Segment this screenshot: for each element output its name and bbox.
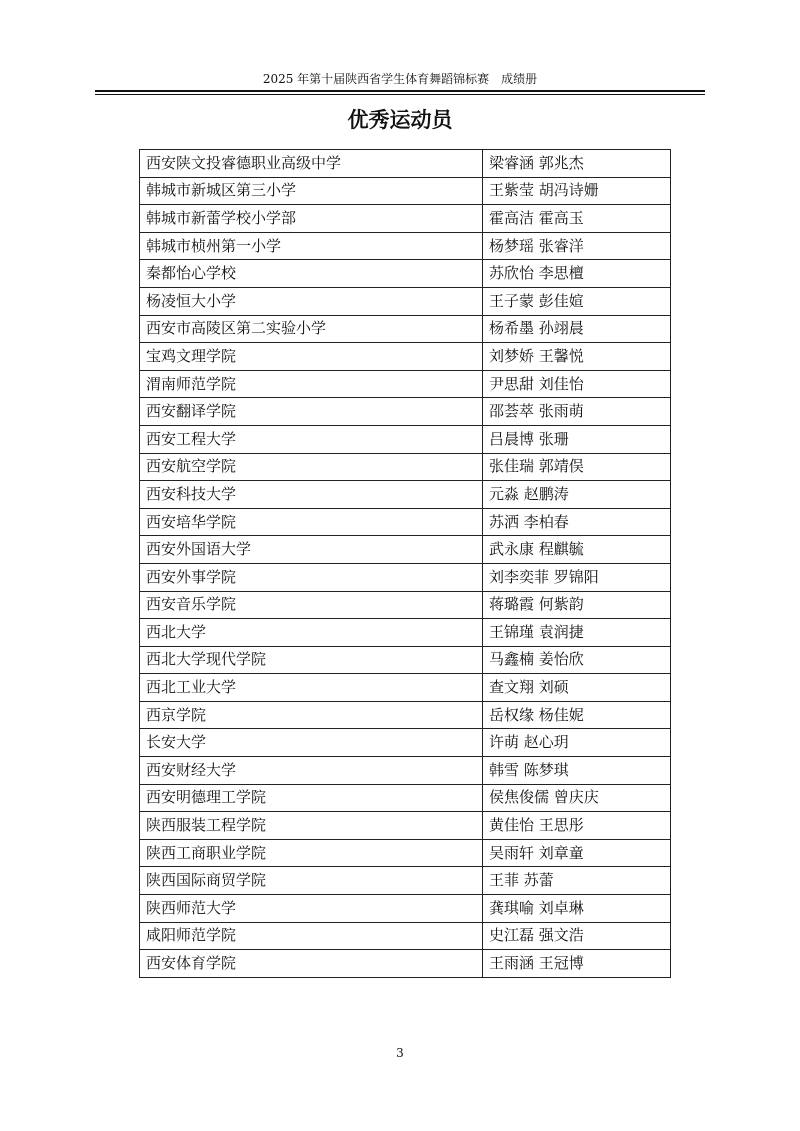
school-cell: 西安培华学院 <box>140 508 483 536</box>
athletes-cell: 元淼 赵鹏涛 <box>483 481 671 509</box>
school-cell: 西安外事学院 <box>140 563 483 591</box>
athletes-cell: 王雨涵 王冠博 <box>483 950 671 978</box>
school-cell: 西安市高陵区第二实验小学 <box>140 315 483 343</box>
table-row <box>140 729 671 757</box>
table-row <box>140 343 671 371</box>
school-cell: 韩城市新城区第三小学 <box>140 177 483 205</box>
school-cell: 宝鸡文理学院 <box>140 343 483 371</box>
running-header: 2025 年第十届陕西省学生体育舞蹈锦标赛 成绩册 <box>262 72 538 86</box>
athletes-cell: 侯焦俊儒 曾庆庆 <box>483 784 671 812</box>
athletes-cell: 梁睿涵 郭兆杰 <box>483 150 671 178</box>
table-row <box>140 950 671 978</box>
school-cell: 西安工程大学 <box>140 425 483 453</box>
table-row <box>140 536 671 564</box>
table-row <box>140 508 671 536</box>
table-row <box>140 674 671 702</box>
table-row <box>140 260 671 288</box>
table-row <box>140 315 671 343</box>
table-row <box>140 563 671 591</box>
awards-table <box>139 149 671 978</box>
athletes-cell: 史江磊 强文浩 <box>483 922 671 950</box>
table-row <box>140 287 671 315</box>
athletes-cell: 尹思甜 刘佳怡 <box>483 370 671 398</box>
table-row <box>140 453 671 481</box>
school-cell: 西北工业大学 <box>140 674 483 702</box>
athletes-cell: 吴雨轩 刘章童 <box>483 839 671 867</box>
table-row <box>140 701 671 729</box>
school-cell: 西安航空学院 <box>140 453 483 481</box>
athletes-cell: 王菲 苏蕾 <box>483 867 671 895</box>
table-row <box>140 922 671 950</box>
school-cell: 韩城市新蕾学校小学部 <box>140 205 483 233</box>
school-cell: 西北大学现代学院 <box>140 646 483 674</box>
school-cell: 渭南师范学院 <box>140 370 483 398</box>
athletes-cell: 苏洒 李柏春 <box>483 508 671 536</box>
table-row <box>140 205 671 233</box>
school-cell: 陕西国际商贸学院 <box>140 867 483 895</box>
school-cell: 陕西师范大学 <box>140 895 483 923</box>
school-cell: 西安外国语大学 <box>140 536 483 564</box>
athletes-cell: 岳权缘 杨佳妮 <box>483 701 671 729</box>
school-cell: 韩城市桢州第一小学 <box>140 232 483 260</box>
school-cell: 秦都怡心学校 <box>140 260 483 288</box>
athletes-cell: 蒋璐霞 何紫韵 <box>483 591 671 619</box>
table-row <box>140 784 671 812</box>
school-cell: 杨凌恒大小学 <box>140 287 483 315</box>
table-row <box>140 646 671 674</box>
school-cell: 西安翻译学院 <box>140 398 483 426</box>
header-rule-thin <box>95 94 705 95</box>
table-row <box>140 425 671 453</box>
table-row <box>140 481 671 509</box>
table-row <box>140 232 671 260</box>
athletes-cell: 韩雪 陈梦琪 <box>483 757 671 785</box>
school-cell: 陕西服装工程学院 <box>140 812 483 840</box>
athletes-cell: 杨梦瑶 张睿洋 <box>483 232 671 260</box>
table-row <box>140 177 671 205</box>
table-row <box>140 867 671 895</box>
page-number: 3 <box>396 1046 404 1060</box>
school-cell: 西安陕文投睿德职业高级中学 <box>140 150 483 178</box>
athletes-cell: 黄佳怡 王思彤 <box>483 812 671 840</box>
athletes-cell: 王锦瑾 袁润捷 <box>483 619 671 647</box>
athletes-cell: 刘梦娇 王馨悦 <box>483 343 671 371</box>
athletes-cell: 邵荟萃 张雨萌 <box>483 398 671 426</box>
athletes-cell: 苏欣怡 李思檀 <box>483 260 671 288</box>
table-row <box>140 591 671 619</box>
athletes-cell: 吕晨博 张珊 <box>483 425 671 453</box>
table-row <box>140 398 671 426</box>
table-row <box>140 757 671 785</box>
school-cell: 陕西工商职业学院 <box>140 839 483 867</box>
page-title: 优秀运动员 <box>347 108 453 132</box>
athletes-cell: 王紫莹 胡冯诗姗 <box>483 177 671 205</box>
school-cell: 西安音乐学院 <box>140 591 483 619</box>
table-row <box>140 619 671 647</box>
school-cell: 西安明德理工学院 <box>140 784 483 812</box>
athletes-cell: 武永康 程麒毓 <box>483 536 671 564</box>
school-cell: 西北大学 <box>140 619 483 647</box>
athletes-cell: 杨希墨 孙翊晨 <box>483 315 671 343</box>
school-cell: 咸阳师范学院 <box>140 922 483 950</box>
school-cell: 西安财经大学 <box>140 757 483 785</box>
school-cell: 西安科技大学 <box>140 481 483 509</box>
athletes-cell: 刘李奕菲 罗锦阳 <box>483 563 671 591</box>
school-cell: 长安大学 <box>140 729 483 757</box>
athletes-cell: 龚琪喻 刘卓琳 <box>483 895 671 923</box>
athletes-cell: 张佳瑞 郭靖俣 <box>483 453 671 481</box>
athletes-cell: 马鑫楠 姜怡欣 <box>483 646 671 674</box>
table-row <box>140 812 671 840</box>
athletes-cell: 王子蒙 彭佳媗 <box>483 287 671 315</box>
awards-table-body <box>140 150 671 978</box>
table-row <box>140 150 671 178</box>
table-row <box>140 895 671 923</box>
school-cell: 西京学院 <box>140 701 483 729</box>
athletes-cell: 查文翔 刘硕 <box>483 674 671 702</box>
table-row <box>140 839 671 867</box>
table-row <box>140 370 671 398</box>
athletes-cell: 许萌 赵心玥 <box>483 729 671 757</box>
athletes-cell: 霍高洁 霍高玉 <box>483 205 671 233</box>
school-cell: 西安体育学院 <box>140 950 483 978</box>
header-rule-thick <box>95 90 705 92</box>
